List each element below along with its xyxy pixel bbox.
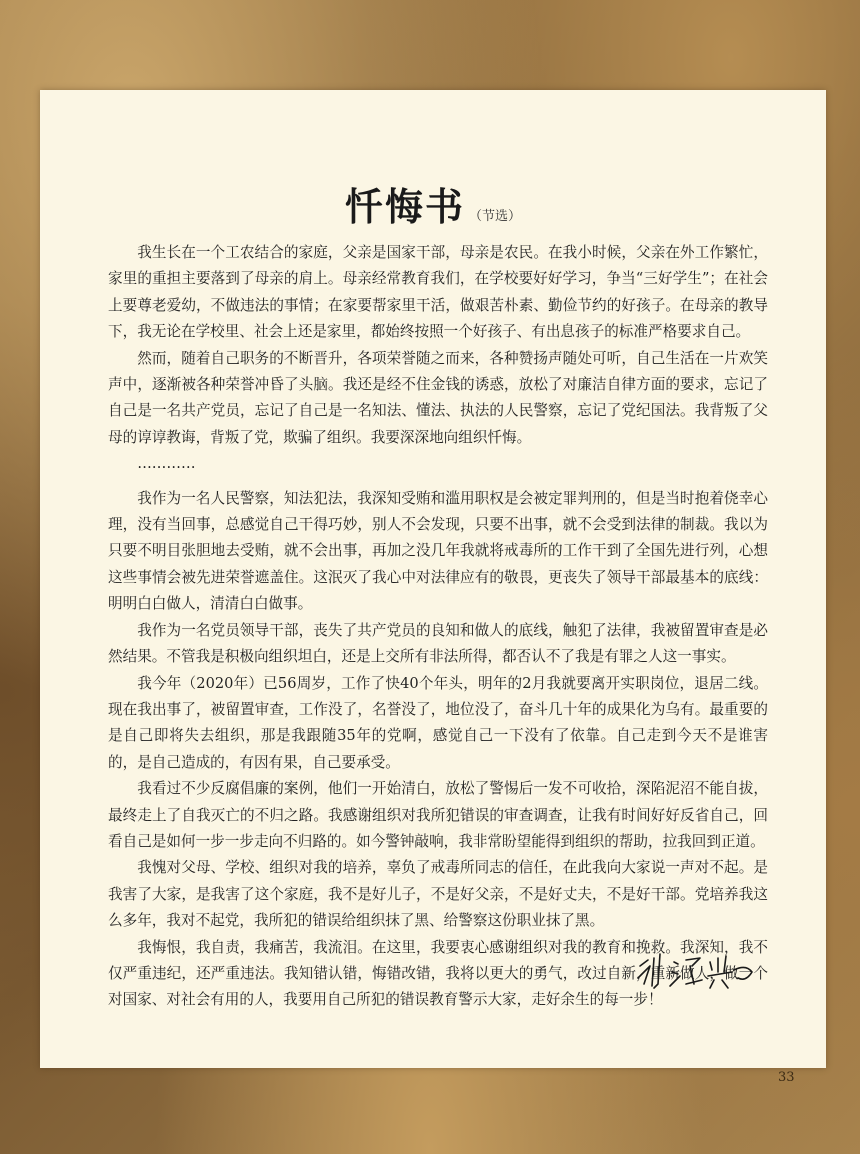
page-subtitle: （节选）: [469, 209, 522, 224]
omission-ellipsis: …………: [137, 455, 196, 473]
handwritten-signature: [634, 936, 764, 996]
title-block: [40, 176, 826, 231]
page-number: 33: [778, 1070, 795, 1085]
document-page: [40, 90, 826, 1068]
paragraph-8: 我悔恨，我自责，我痛苦，我流泪。在这里，我要衷心感谢组织对我的教育和挽救。我深知，我不仅严重违纪，还严重违法。我知错认错，悔错改错，我将以更大的勇气，改过自新，重新做人，做一个对国家、对社会有用的人，我要用自己所犯的错误教育警示大家，走好余生的每一步！: [108, 938, 768, 1009]
page-title: 忏悔书: [344, 184, 465, 229]
paragraph-4: 我作为一名党员领导干部，丧失了共产党员的良知和做人的底线，触犯了法律，我被留置审查是必然结果。不管我是积极向组织坦白，还是上交所有非法所得，都否认不了我是有罪之人这一事实。: [108, 621, 768, 666]
confession-body: [108, 240, 768, 1014]
paragraph-5: 我今年（2020年）已56周岁，工作了快40个年头，明年的2月我就要离开实职岗位，退居二线。现在我出事了，被留置审查，工作没了，名誉没了，地位没了，奋斗几十年的成果化为乌有。最重要的是自己即将失去组织，那是我跟随35年的党啊，感觉自己一下没有了依靠。自己走到今天不是谁害的，是自己造成的，有因有果，自己要承受。: [108, 674, 768, 771]
paragraph-3: 我作为一名人民警察，知法犯法，我深知受贿和滥用职权是会被定罪判刑的，但是当时抱着侥幸心理，没有当回事，总感觉自己干得巧妙，别人不会发现，只要不出事，就不会受到法律的制裁。我以为只要不明目张胆地去受贿，就不会出事，再加之没几年我就将戒毒所的工作干到了全国先进行列，心想这些事情会被先进荣誉遮盖住。这泯灭了我心中对法律应有的敬畏，更丧失了领导干部最基本的底线：明明白白做人，清清白白做事。: [108, 489, 768, 613]
paragraph-2: 然而，随着自己职务的不断晋升，各项荣誉随之而来，各种赞扬声随处可听，自己生活在一片欢笑声中，逐渐被各种荣誉冲昏了头脑。我还是经不住金钱的诱惑，放松了对廉洁自律方面的要求，忘记了自己是一名共产党员，忘记了自己是一名知法、懂法、执法的人民警察，忘记了党纪国法。我背叛了父母的谆谆教诲，背叛了党，欺骗了组织。我要深深地向组织忏悔。: [108, 349, 768, 446]
paragraph-7: 我愧对父母、学校、组织对我的培养，辜负了戒毒所同志的信任，在此我向大家说一声对不起。是我害了大家，是我害了这个家庭，我不是好儿子，不是好父亲，不是好丈夫，不是好干部。党培养我这么多年，我对不起党，我所犯的错误给组织抹了黑、给警察这份职业抹了黑。: [108, 859, 768, 930]
paragraph-6: 我看过不少反腐倡廉的案例，他们一开始清白，放松了警惕后一发不可收拾，深陷泥沼不能自拔，最终走上了自我灭亡的不归之路。我感谢组织对我所犯错误的审查调查，让我有时间好好反省自己，回看自己是如何一步一步走向不归路的。如今警钟敲响，我非常盼望能得到组织的帮助，拉我回到正道。: [108, 780, 768, 850]
paragraph-1: 我生长在一个工农结合的家庭，父亲是国家干部，母亲是农民。在我小时候，父亲在外工作繁忙，家里的重担主要落到了母亲的肩上。母亲经常教育我们，在学校要好好学习，争当“三好学生”；在社会上要尊老爱幼，不做违法的事情；在家要帮家里干活，做艰苦朴素、勤俭节约的好孩子。在母亲的教导下，我无论在学校里、社会上还是家里，都始终按照一个好孩子、有出息孩子的标准严格要求自己。: [108, 244, 768, 341]
